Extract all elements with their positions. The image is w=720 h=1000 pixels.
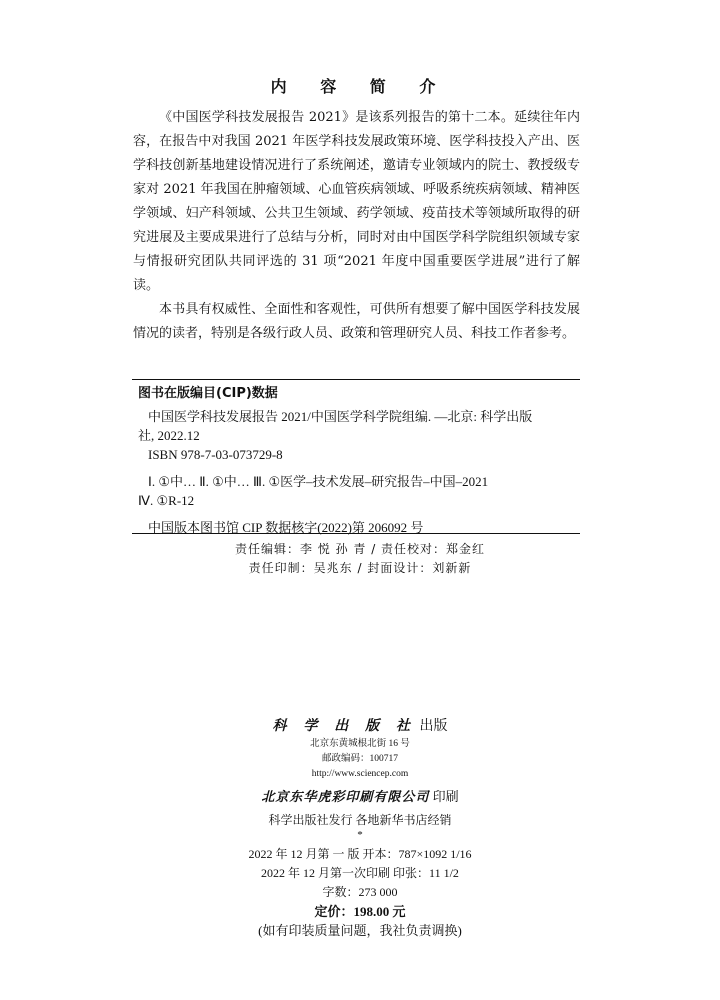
cip-data-block <box>138 384 578 537</box>
publisher-logo-text: 科 学 出 版 社 <box>272 718 416 734</box>
separator-star: * <box>357 829 363 841</box>
credits-line-1: 责任编辑：李 悦 孙 青 / 责任校对：郑金红 <box>234 542 486 556</box>
cip-heading: 图书在版编目(CIP)数据 <box>138 386 278 401</box>
cip-description-cont: 社, 2022.12 <box>138 428 200 443</box>
page-title: 内 容 简 介 <box>270 77 450 96</box>
publisher-address: 北京东黄城根北街 16 号 <box>310 739 410 749</box>
distribution-info: 科学出版社发行 各地新华书店经销 <box>268 813 452 827</box>
cip-top-divider <box>132 379 580 380</box>
summary-paragraph-1: 《中国医学科技发展报告 2021》是该系列报告的第十二本。延续往年内容，在报告中对我国 2021 年医学科技发展政策环境、医学科技投入产出、医学科技创新基地建设情况进行了系统阐述，邀请专业领域内的院士、教授级专家对 2021 年我国在肿瘤领域、心血管疾病领域、呼吸系统疾病领域、精神医学领域、妇产科领域、公共卫生领域、药学领域、疫苗技术等领域所取得的研究进展及主要成果进行了总结与分析，同时对由中国医学科学院组织领域专家与情报研究团队共同评选的 31 项“2021 年度中国重要医学进展”进行了解读。 <box>133 110 580 293</box>
cip-isbn: ISBN 978-7-03-073729-8 <box>148 447 283 462</box>
word-count: 字数：273 000 <box>322 885 398 899</box>
credits-line-2: 责任印制：吴兆东 / 封面设计：刘新新 <box>248 561 472 575</box>
cip-description: 中国医学科技发展报告 2021/中国医学科学院组编. —北京: 科学出版 <box>148 409 533 424</box>
printer-name <box>0 786 720 809</box>
quality-note: (如有印装质量问题，我社负责调换) <box>258 923 462 938</box>
publisher-block <box>0 716 720 941</box>
summary-paragraph-2: 本书具有权威性、全面性和客观性，可供所有想要了解中国医学科技发展情况的读者，特别是各级行政人员、政策和管理研究人员、科技工作者参考。 <box>133 302 580 341</box>
publisher-suffix: 出版 <box>419 719 448 734</box>
cip-number: 中国版本图书馆 CIP 数据核字(2022)第 206092 号 <box>148 520 424 535</box>
publisher-postcode: 邮政编码：100717 <box>321 754 398 764</box>
printer-logo-text: 北京东华虎彩印刷有限公司 <box>261 790 430 805</box>
printer-suffix: 印刷 <box>432 789 459 804</box>
cip-classification-cont: Ⅳ. ①R-12 <box>138 493 195 508</box>
edition-info: 2022 年 12 月第 一 版 开本：787×1092 1/16 <box>248 847 472 861</box>
editorial-credits <box>0 540 720 578</box>
book-summary <box>133 106 580 346</box>
publisher-url: http://www.sciencep.com <box>311 769 409 779</box>
price: 定价：198.00 元 <box>314 904 406 919</box>
cip-classification: Ⅰ. ①中… Ⅱ. ①中… Ⅲ. ①医学–技术发展–研究报告–中国–2021 <box>148 474 489 489</box>
printing-info: 2022 年 12 月第一次印刷 印张：11 1/2 <box>261 866 459 880</box>
cip-bottom-divider <box>132 533 580 534</box>
publisher-name <box>0 716 720 737</box>
